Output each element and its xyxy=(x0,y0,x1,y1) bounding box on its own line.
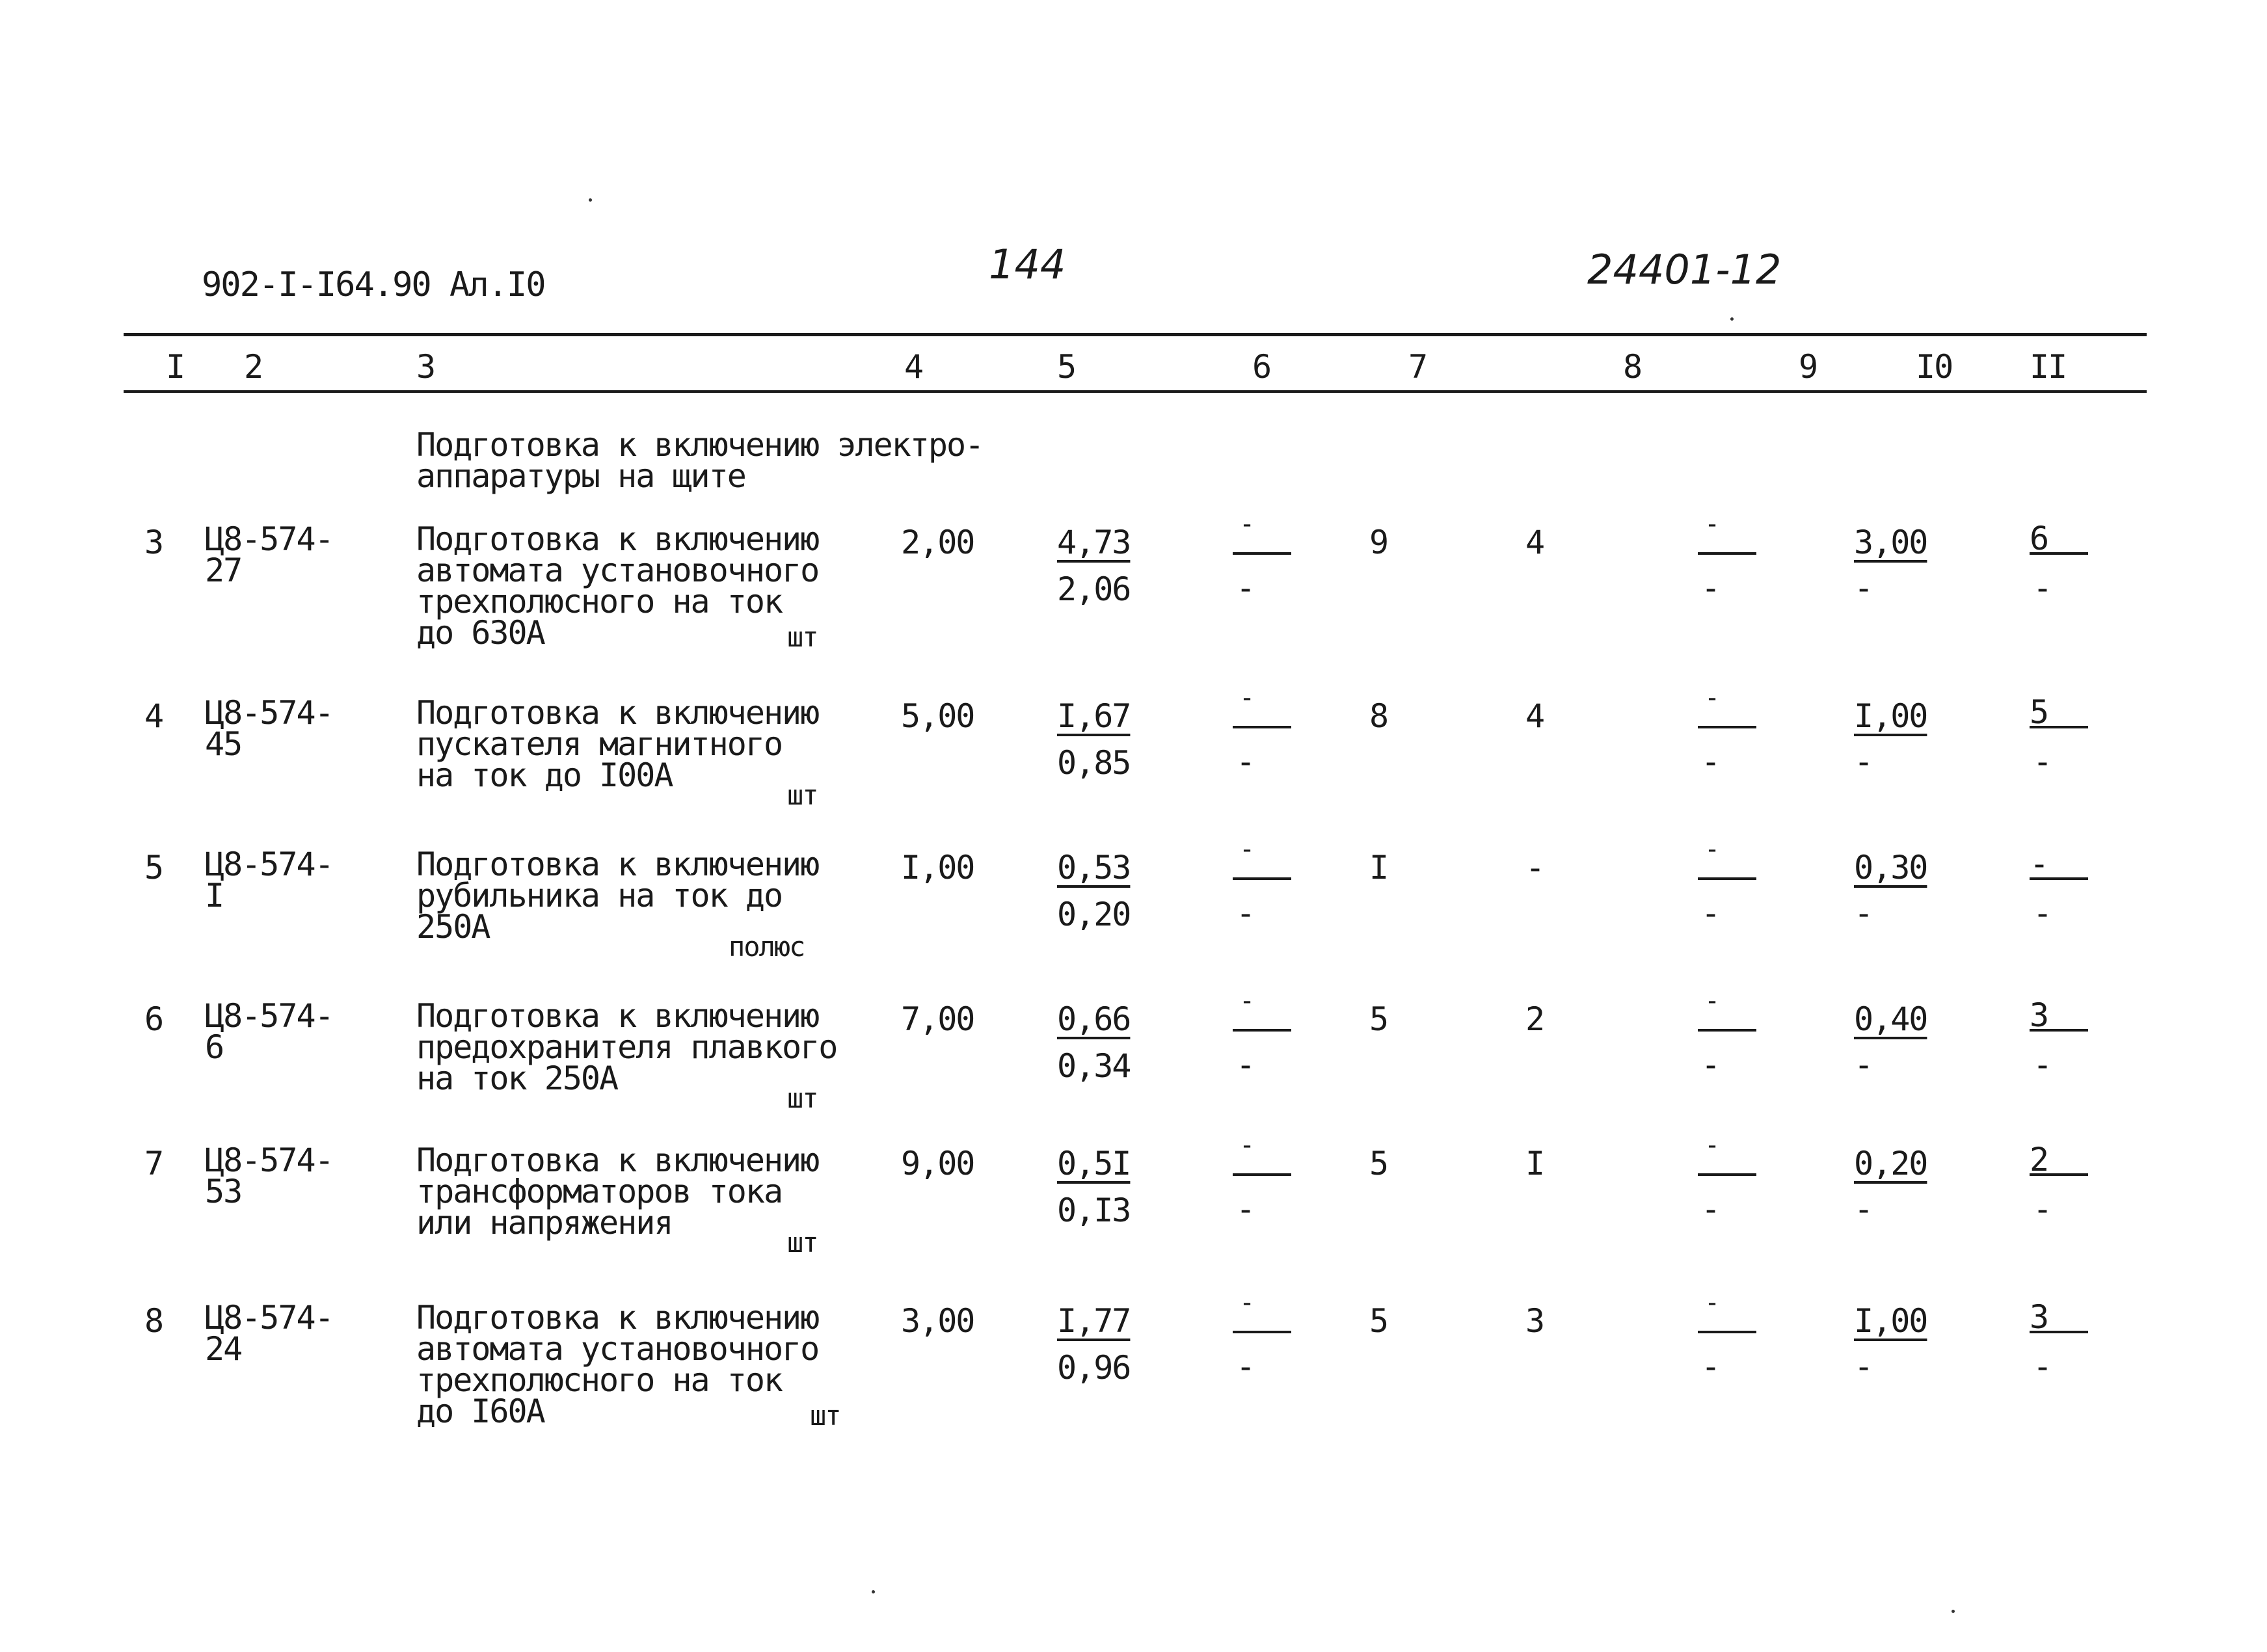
cell-col6-top-line xyxy=(1233,726,1291,728)
row-description-line: на ток до I00А xyxy=(416,756,673,794)
cell-col6-bottom: - xyxy=(1236,1190,1255,1228)
row-unit: шт xyxy=(787,779,818,811)
cell-col9-top-line xyxy=(1698,552,1756,555)
cell-col11-top: 5 xyxy=(2030,693,2048,731)
row-number: 7 xyxy=(144,1145,163,1182)
cell-col7: 8 xyxy=(1369,697,1388,735)
cell-col6-top: - xyxy=(1239,834,1254,864)
cell-col9-bottom: - xyxy=(1701,894,1720,932)
cell-col8: 4 xyxy=(1525,524,1544,561)
row-number: 3 xyxy=(144,524,163,561)
section-title-line: Подготовка к включению электро- xyxy=(416,426,984,464)
row-unit: шт xyxy=(810,1400,840,1432)
cell-col6-top: - xyxy=(1239,1130,1254,1160)
row-description-line: автомата установочного xyxy=(416,552,819,589)
document-code: 902-I-I64.90 Ал.I0 xyxy=(202,265,545,304)
cell-col10-top: 0,30 xyxy=(1854,849,1927,886)
cell-col6-bottom: - xyxy=(1236,569,1255,607)
cell-col5-bottom: 0,34 xyxy=(1057,1047,1131,1085)
row-code-line2: I xyxy=(205,877,224,914)
row-code-line2: 45 xyxy=(205,725,242,763)
cell-col5-bottom: 0,85 xyxy=(1057,744,1131,782)
cell-col9-top: - xyxy=(1704,509,1719,539)
cell-col5-top: 0,53 xyxy=(1057,849,1131,886)
cell-col9-top-line xyxy=(1698,877,1756,880)
cell-col10-top: 0,40 xyxy=(1854,1000,1927,1038)
section-title xyxy=(416,426,984,495)
scan-speck xyxy=(1730,317,1734,321)
cell-col5-top: 0,66 xyxy=(1057,1000,1131,1038)
row-description-line: Подготовка к включению xyxy=(416,1299,819,1337)
cell-col11-top: 3 xyxy=(2030,1298,2048,1336)
row-description-line: Подготовка к включению xyxy=(416,1141,819,1179)
row-description-line: автомата установочного xyxy=(416,1330,819,1368)
cell-col11-top: - xyxy=(2030,845,2048,883)
row-code-line1: Ц8-574- xyxy=(205,694,333,732)
cell-col9-top-line xyxy=(1698,1173,1756,1176)
cell-col11-bottom: - xyxy=(2033,894,2052,932)
row-number: 8 xyxy=(144,1302,163,1340)
row-description-line: до I60А xyxy=(416,1392,544,1430)
cell-col9-top: - xyxy=(1704,834,1719,864)
cell-col4: 7,00 xyxy=(901,1000,974,1038)
cell-col9-bottom: - xyxy=(1701,1348,1720,1385)
column-header-4: 4 xyxy=(904,348,923,386)
cell-col6-top-line xyxy=(1233,552,1291,555)
cell-col9-top: - xyxy=(1704,683,1719,713)
row-code-line1: Ц8-574- xyxy=(205,520,333,558)
cell-col10-top: 3,00 xyxy=(1854,524,1927,561)
cell-col5-bottom: 0,96 xyxy=(1057,1349,1131,1387)
row-description-line: пускателя магнитного xyxy=(416,725,783,763)
section-title-line: аппаратуры на щите xyxy=(416,457,745,495)
cell-col11-bottom: - xyxy=(2033,1190,2052,1228)
row-description-line: рубильника на ток до xyxy=(416,877,783,914)
cell-col6-top-line xyxy=(1233,1173,1291,1176)
column-header-11: II xyxy=(2030,348,2067,386)
row-unit: шт xyxy=(787,1082,818,1114)
cell-col6-bottom: - xyxy=(1236,1046,1255,1084)
cell-col9-top: - xyxy=(1704,986,1719,1016)
cell-col6-top: - xyxy=(1239,986,1254,1016)
cell-col6-bottom: - xyxy=(1236,1348,1255,1385)
column-header-7: 7 xyxy=(1408,348,1427,386)
row-description-line: или напряжения xyxy=(416,1204,673,1242)
cell-col7: I xyxy=(1369,849,1388,886)
cell-col5-top: 0,5I xyxy=(1057,1145,1131,1182)
cell-col6-bottom: - xyxy=(1236,894,1255,932)
row-code-line1: Ц8-574- xyxy=(205,1299,333,1337)
row-code-line2: 53 xyxy=(205,1173,242,1210)
cell-col8: I xyxy=(1525,1145,1544,1182)
cell-col9-top: - xyxy=(1704,1288,1719,1318)
cell-col4: 2,00 xyxy=(901,524,974,561)
cell-col11-top: 2 xyxy=(2030,1141,2048,1179)
cell-col6-top-line xyxy=(1233,877,1291,880)
cell-col7: 5 xyxy=(1369,1000,1388,1038)
cell-col6-top: - xyxy=(1239,509,1254,539)
cell-col6-bottom: - xyxy=(1236,743,1255,780)
column-header-6: 6 xyxy=(1252,348,1271,386)
row-unit: полюс xyxy=(729,931,805,963)
row-description-line: 250А xyxy=(416,908,490,946)
cell-col9-top: - xyxy=(1704,1130,1719,1160)
column-header-3: 3 xyxy=(416,348,435,386)
row-code-line2: 27 xyxy=(205,552,242,589)
row-description-line: до 630А xyxy=(416,614,544,652)
cell-col4: I,00 xyxy=(901,849,974,886)
row-number: 6 xyxy=(144,1000,163,1038)
row-description-line: трансформаторов тока xyxy=(416,1173,783,1210)
table-top-rule xyxy=(124,333,2147,336)
cell-col10-bottom: - xyxy=(1854,1046,1873,1084)
cell-col4: 9,00 xyxy=(901,1145,974,1182)
row-description-line: Подготовка к включению xyxy=(416,520,819,558)
cell-col5-bottom: 0,I3 xyxy=(1057,1192,1131,1229)
cell-col9-bottom: - xyxy=(1701,1190,1720,1228)
row-description-line: на ток 250А xyxy=(416,1059,618,1097)
cell-col11-bottom: - xyxy=(2033,743,2052,780)
cell-col4: 5,00 xyxy=(901,697,974,735)
cell-col6-top: - xyxy=(1239,683,1254,713)
cell-col10-top: I,00 xyxy=(1854,697,1927,735)
row-unit: шт xyxy=(787,621,818,653)
cell-col9-top-line xyxy=(1698,726,1756,728)
cell-col5-bottom: 0,20 xyxy=(1057,896,1131,933)
cell-col4: 3,00 xyxy=(901,1302,974,1340)
row-code-line1: Ц8-574- xyxy=(205,846,333,883)
cell-col8: 2 xyxy=(1525,1000,1544,1038)
cell-col11-bottom: - xyxy=(2033,1046,2052,1084)
cell-col9-top-line xyxy=(1698,1029,1756,1032)
column-header-9: 9 xyxy=(1799,348,1818,386)
cell-col5-top: 4,73 xyxy=(1057,524,1131,561)
scan-speck xyxy=(1952,1610,1955,1613)
column-header-8: 8 xyxy=(1623,348,1642,386)
row-description-line: Подготовка к включению xyxy=(416,846,819,883)
row-description-line: Подготовка к включению xyxy=(416,694,819,732)
cell-col7: 5 xyxy=(1369,1302,1388,1340)
cell-col10-bottom: - xyxy=(1854,1190,1873,1228)
row-code-line2: 6 xyxy=(205,1028,224,1066)
cell-col8: 3 xyxy=(1525,1302,1544,1340)
cell-col9-bottom: - xyxy=(1701,743,1720,780)
cell-col11-bottom: - xyxy=(2033,1348,2052,1385)
table-header-rule xyxy=(124,390,2147,393)
cell-col6-top-line xyxy=(1233,1029,1291,1032)
row-description-line: Подготовка к включению xyxy=(416,997,819,1035)
cell-col10-bottom: - xyxy=(1854,1348,1873,1385)
cell-col6-top-line xyxy=(1233,1331,1291,1333)
cell-col10-top: I,00 xyxy=(1854,1302,1927,1340)
row-description-line: трехполюсного на ток xyxy=(416,583,783,620)
scan-speck xyxy=(872,1590,875,1593)
cell-col11-top: 6 xyxy=(2030,520,2048,557)
cell-col11-bottom: - xyxy=(2033,569,2052,607)
cell-col6-top: - xyxy=(1239,1288,1254,1318)
scan-speck xyxy=(589,198,592,202)
cell-col9-bottom: - xyxy=(1701,569,1720,607)
column-header-10: I0 xyxy=(1916,348,1953,386)
row-description-line: трехполюсного на ток xyxy=(416,1361,783,1399)
row-code-line1: Ц8-574- xyxy=(205,997,333,1035)
registration-number: 24401-12 xyxy=(1587,246,1782,293)
cell-col8: - xyxy=(1525,849,1544,886)
cell-col8: 4 xyxy=(1525,697,1544,735)
column-header-1: I xyxy=(166,348,185,386)
cell-col5-top: I,67 xyxy=(1057,697,1131,735)
cell-col7: 9 xyxy=(1369,524,1388,561)
row-unit: шт xyxy=(787,1227,818,1259)
row-number: 5 xyxy=(144,849,163,886)
cell-col11-top: 3 xyxy=(2030,996,2048,1034)
cell-col5-bottom: 2,06 xyxy=(1057,570,1131,608)
cell-col10-top: 0,20 xyxy=(1854,1145,1927,1182)
row-description-line: предохранителя плавкого xyxy=(416,1028,837,1066)
page-number: 144 xyxy=(989,241,1066,288)
row-code-line1: Ц8-574- xyxy=(205,1141,333,1179)
cell-col5-top: I,77 xyxy=(1057,1302,1131,1340)
cell-col7: 5 xyxy=(1369,1145,1388,1182)
cell-col9-bottom: - xyxy=(1701,1046,1720,1084)
column-header-2: 2 xyxy=(244,348,263,386)
cell-col10-bottom: - xyxy=(1854,743,1873,780)
cell-col10-bottom: - xyxy=(1854,894,1873,932)
row-code-line2: 24 xyxy=(205,1330,242,1368)
column-header-5: 5 xyxy=(1057,348,1076,386)
row-number: 4 xyxy=(144,697,163,735)
cell-col9-top-line xyxy=(1698,1331,1756,1333)
cell-col10-bottom: - xyxy=(1854,569,1873,607)
